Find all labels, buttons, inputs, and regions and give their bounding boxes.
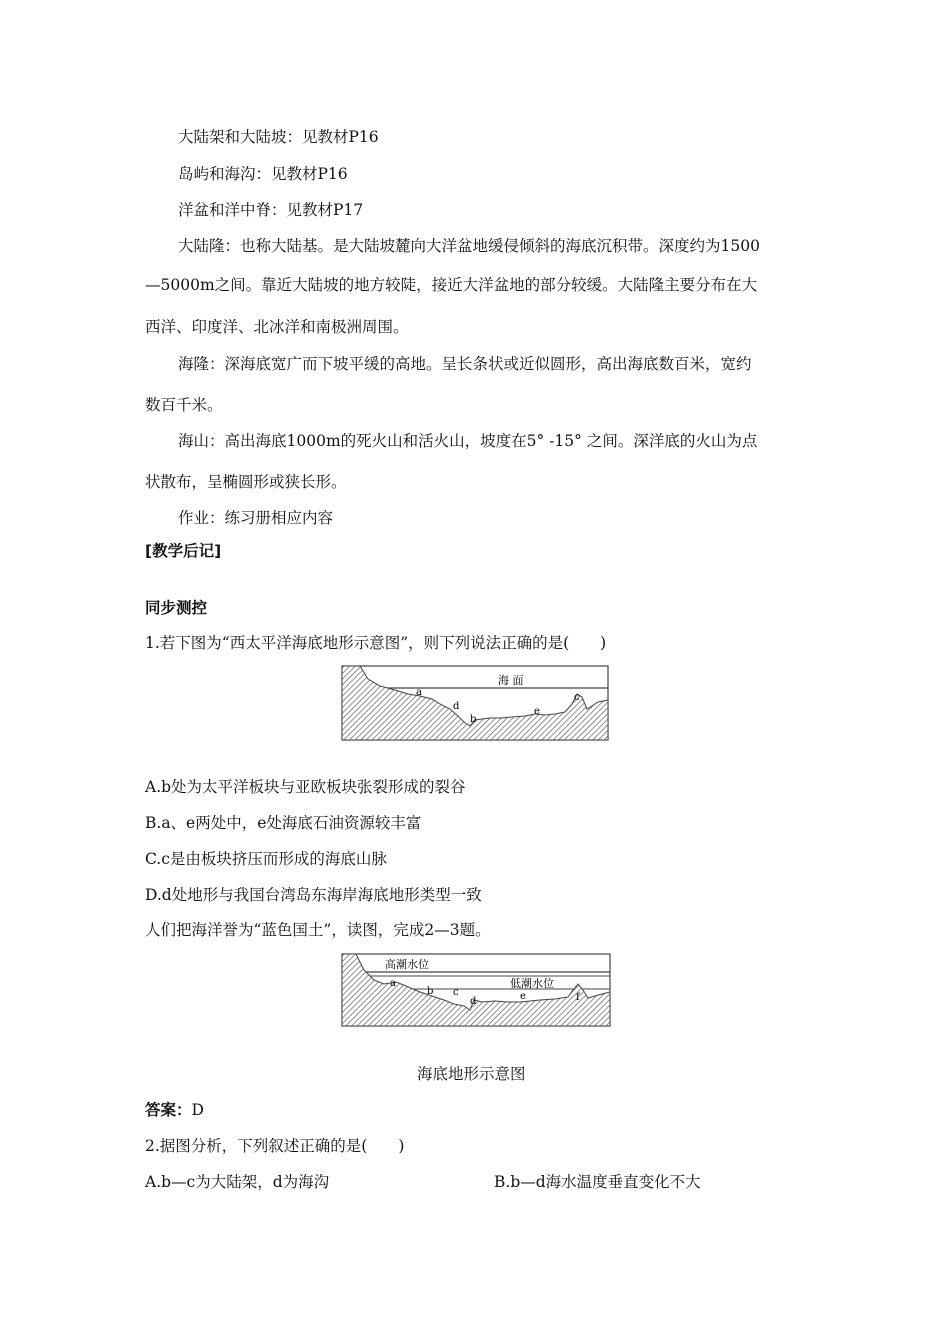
- question-2-option-a: A.b—c为大陆架，d为海沟: [145, 1173, 330, 1191]
- seafloor-profile: [342, 666, 608, 740]
- point-e-label: e: [534, 706, 540, 717]
- paragraph-basin-ridge: 洋盆和洋中脊：见教材P17: [178, 201, 364, 219]
- point-f-label: f: [576, 992, 580, 1003]
- point-b-label: b: [470, 714, 477, 725]
- question-1-option-b: B.a、e两处中，e处海底石油资源较丰富: [145, 814, 422, 832]
- paragraph-seamount-line2: 状散布，呈椭圆形或狭长形。: [145, 473, 347, 491]
- point-e-label: e: [520, 991, 526, 1002]
- question-2-stem: 2.据图分析，下列叙述正确的是( ): [145, 1137, 405, 1155]
- point-b-label: b: [427, 986, 434, 997]
- low-tide-label: 低潮水位: [510, 977, 554, 990]
- paragraph-homework: 作业：练习册相应内容: [178, 509, 334, 527]
- paragraph-continental-rise-line1: 大陆隆：也称大陆基。是大陆坡麓向大洋盆地缓侵倾斜的海底沉积带。深度约为1500: [178, 237, 760, 255]
- paragraph-shelf-slope: 大陆架和大陆坡：见教材P16: [178, 128, 379, 146]
- point-c-label: c: [453, 987, 459, 998]
- figure-seafloor-tides: [340, 952, 612, 1028]
- point-a-label: a: [390, 978, 396, 989]
- question-1-option-c: C.c是由板块挤压而形成的海底山脉: [145, 850, 387, 868]
- question-1-stem: 1.若下图为“西太平洋海底地形示意图”，则下列说法正确的是( ): [145, 634, 607, 652]
- question-1-option-d: D.d处地形与我国台湾岛东海岸海底地形类型一致: [145, 886, 482, 904]
- high-tide-label: 高潮水位: [385, 958, 429, 971]
- heading-sync-test: 同步测控: [145, 599, 208, 617]
- paragraph-islands-trench: 岛屿和海沟：见教材P16: [178, 165, 348, 183]
- figure-caption: 海底地形示意图: [417, 1065, 526, 1083]
- question-2-option-b: B.b—d海水温度垂直变化不大: [494, 1173, 701, 1191]
- point-d-label: d: [453, 701, 460, 712]
- point-d-label: d: [470, 996, 477, 1007]
- paragraph-seamount-line1: 海山：高出海底1000m的死火山和活火山，坡度在5° -15° 之间。深洋底的火山为点: [178, 432, 758, 450]
- point-c-label: c: [574, 692, 580, 703]
- sea-surface-label: 海 面: [498, 674, 524, 687]
- answer-value: D: [191, 1101, 204, 1119]
- paragraph-oceanic-rise-line1: 海隆：深海底宽广而下坡平缓的高地。呈长条状或近似圆形，高出海底数百米，宽约: [178, 355, 752, 373]
- heading-teaching-notes: [教学后记]: [145, 542, 222, 560]
- point-a-label: a: [416, 687, 422, 698]
- questions-2-3-intro: 人们把海洋誉为“蓝色国土”，读图，完成2—3题。: [145, 921, 491, 939]
- paragraph-continental-rise-line3: 西洋、印度洋、北冰洋和南极洲周围。: [145, 318, 409, 336]
- answer-label: 答案：: [145, 1101, 192, 1119]
- paragraph-oceanic-rise-line2: 数百千米。: [145, 396, 223, 414]
- figure-west-pacific-seafloor: [340, 664, 610, 742]
- answer-line: [145, 1100, 204, 1120]
- seafloor-profile: [342, 954, 610, 1026]
- paragraph-continental-rise-line2: —5000m之间。靠近大陆坡的地方较陡，接近大洋盆地的部分较缓。大陆隆主要分布在大: [145, 276, 758, 294]
- question-1-option-a: A.b处为太平洋板块与亚欧板块张裂形成的裂谷: [145, 778, 466, 796]
